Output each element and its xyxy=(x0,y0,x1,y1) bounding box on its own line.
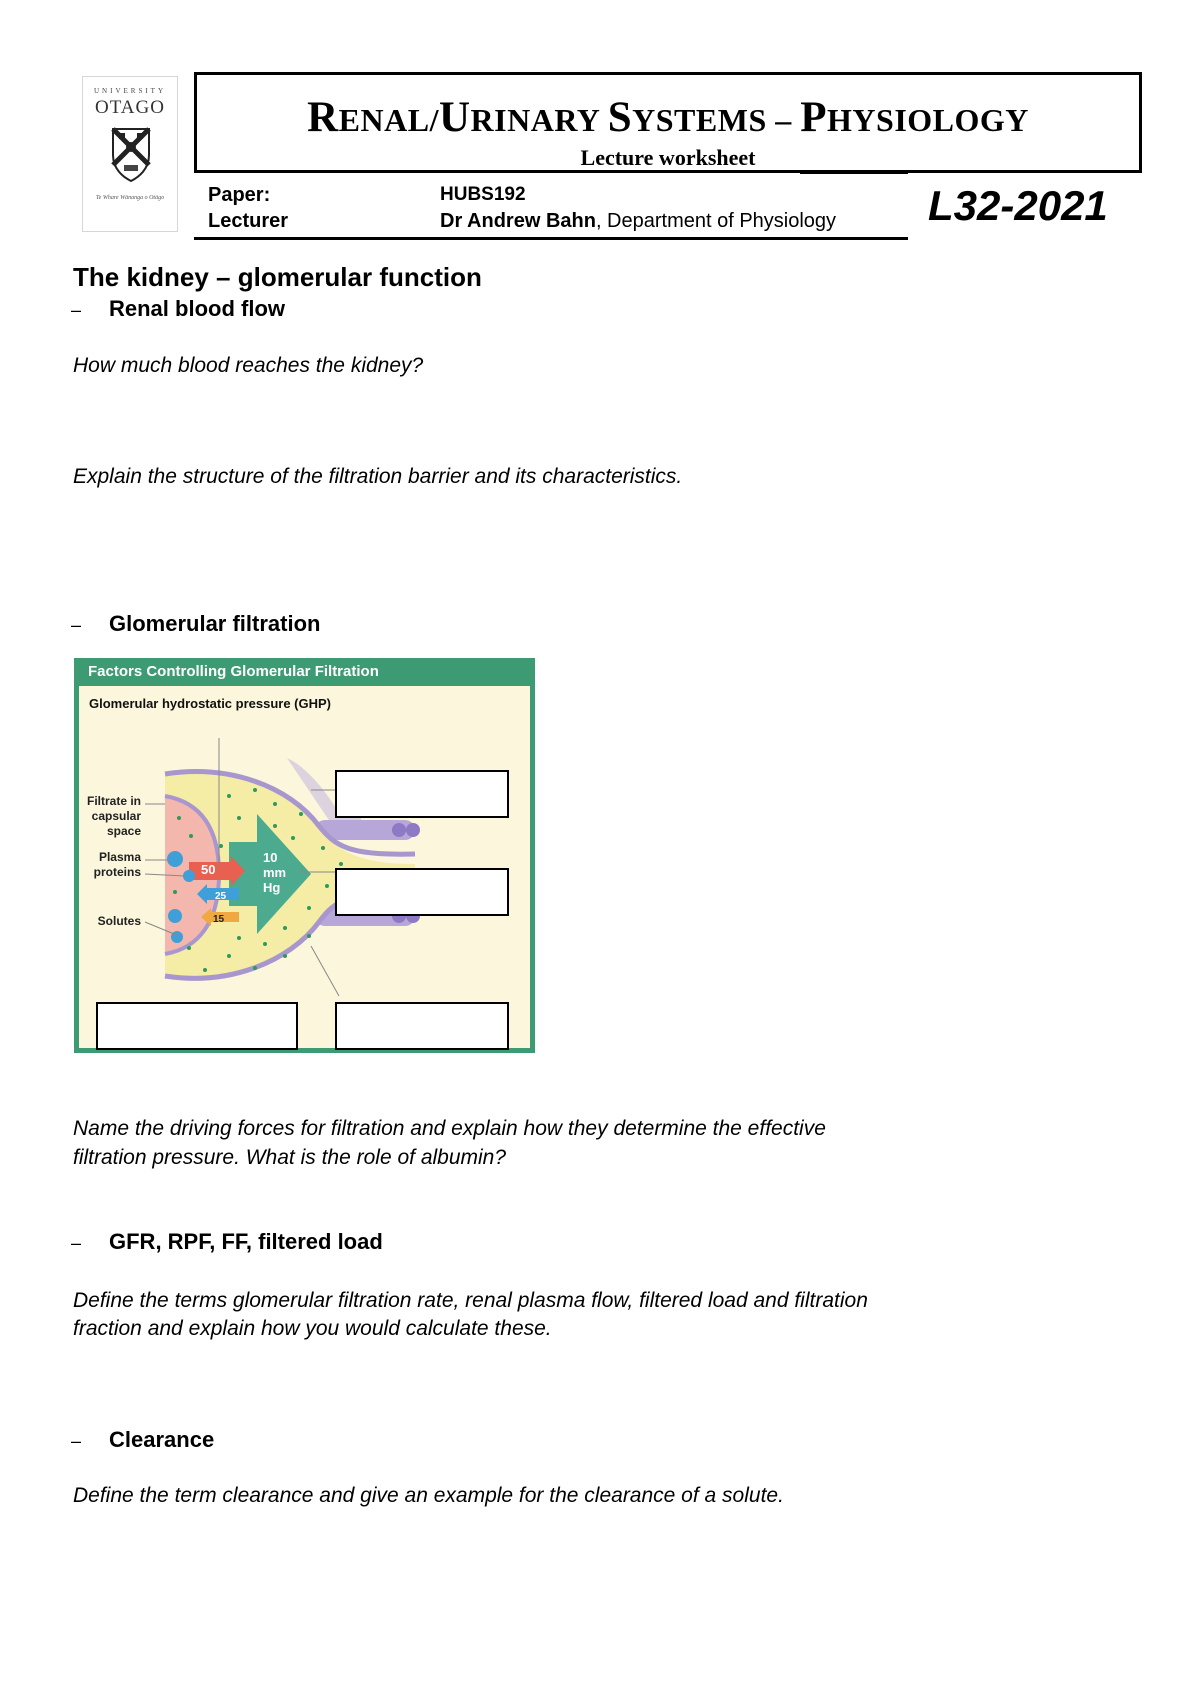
glomerular-filtration-figure xyxy=(74,658,535,1053)
section-renal-blood-flow: Renal blood flow xyxy=(109,296,285,321)
answer-box-2[interactable] xyxy=(335,868,509,916)
paper-label: Paper: xyxy=(208,184,271,206)
section-glomerular-filtration: Glomerular filtration xyxy=(109,611,321,636)
question-driving-forces-cont: filtration pressure. What is the role of albumin? xyxy=(73,1146,507,1169)
net-pressure: 10 mm Hg xyxy=(263,850,287,895)
lecturer-label: Lecturer xyxy=(208,210,289,232)
question-clearance: Define the term clearance and give an example for the clearance of a solute. xyxy=(73,1484,784,1507)
question-define-gfr-cont: fraction and explain how you would calculate these. xyxy=(73,1317,552,1340)
page-title: RENAL/URINARY SYSTEMS – PHYSIOLOGY xyxy=(307,94,1029,141)
main-heading: The kidney – glomerular function xyxy=(73,262,482,292)
glomerulus-illustration xyxy=(79,686,530,1048)
title-box xyxy=(194,72,1142,173)
page-subtitle: Lecture worksheet xyxy=(580,145,756,170)
section-clearance: Clearance xyxy=(109,1427,215,1452)
answer-box-1[interactable] xyxy=(335,770,509,818)
logo-name: OTAGO xyxy=(95,97,165,118)
logo-university-text: UNIVERSITY xyxy=(94,87,166,95)
question-blood-reaches: How much blood reaches the kidney? xyxy=(73,354,424,377)
value-chp: 15 xyxy=(213,914,225,925)
section-dash: – xyxy=(71,1233,82,1253)
section-dash: – xyxy=(71,1431,82,1451)
crest-icon xyxy=(109,125,153,183)
figure-subtitle: Glomerular hydrostatic pressure (GHP) xyxy=(89,696,332,711)
logo-motto: Te Whare Wānanga o Otāgo xyxy=(95,195,165,201)
header-rule xyxy=(194,237,908,240)
label-solutes: Solutes xyxy=(97,914,141,928)
figure-title: Factors Controlling Glomerular Filtration xyxy=(88,663,379,680)
header-rule-top xyxy=(800,171,908,174)
label-filtrate: Filtrate in capsular space xyxy=(86,794,141,838)
university-logo xyxy=(82,76,178,232)
question-driving-forces: Name the driving forces for filtration and explain how they determine the effective xyxy=(73,1117,826,1140)
lecture-code: L32-2021 xyxy=(928,182,1108,229)
question-filtration-barrier: Explain the structure of the filtration barrier and its characteristics. xyxy=(73,465,683,488)
figure-panel xyxy=(79,686,530,1048)
answer-box-3[interactable] xyxy=(96,1002,298,1050)
section-dash: – xyxy=(71,300,82,320)
section-dash: – xyxy=(71,615,82,635)
section-gfr-rpf: GFR, RPF, FF, filtered load xyxy=(109,1229,383,1254)
label-plasma-proteins: Plasma proteins xyxy=(93,850,141,879)
value-ghp: 50 xyxy=(201,862,216,877)
value-cop: 25 xyxy=(215,891,227,902)
answer-box-4[interactable] xyxy=(335,1002,509,1050)
paper-value: HUBS192 xyxy=(440,184,526,205)
question-define-gfr: Define the terms glomerular filtration rate, renal plasma flow, filtered load and filtration xyxy=(73,1289,868,1312)
lecturer-value: Dr Andrew Bahn, Department of Physiology xyxy=(440,210,837,232)
